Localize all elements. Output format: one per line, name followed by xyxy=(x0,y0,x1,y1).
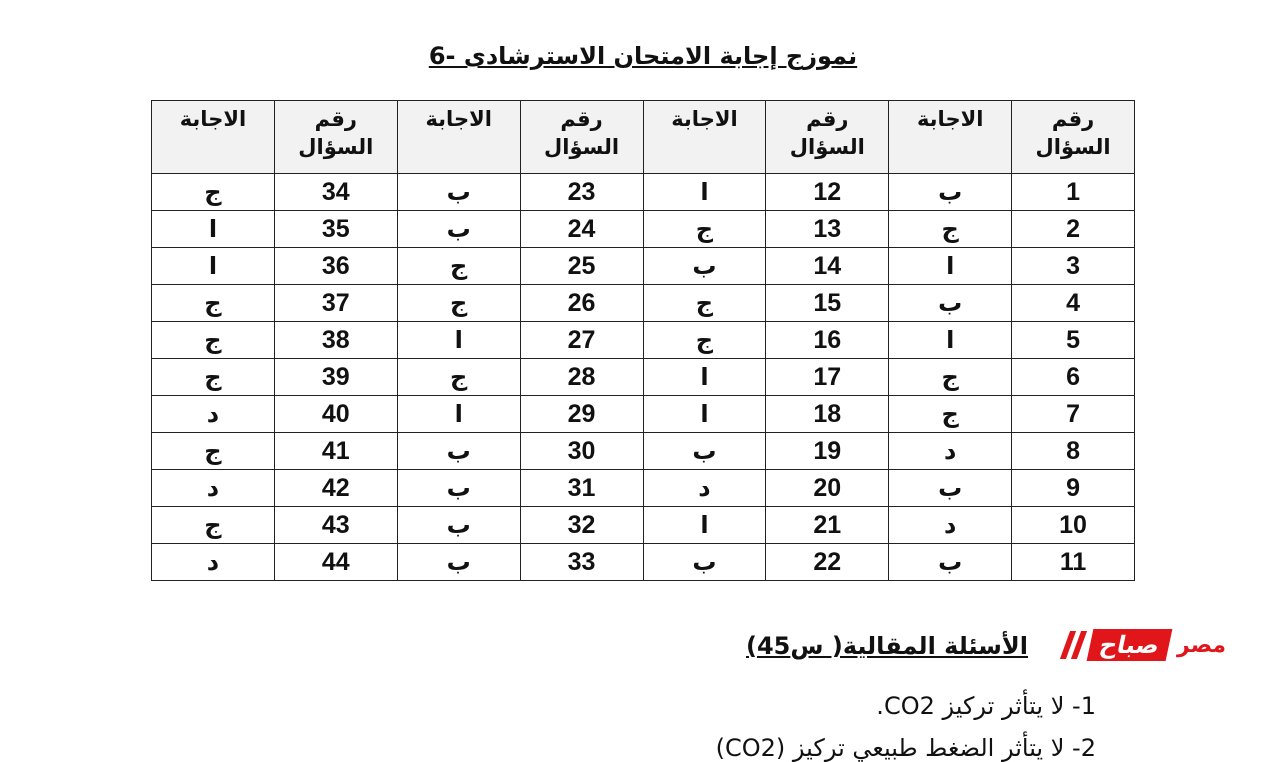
logo-bars-icon xyxy=(1065,631,1082,659)
essay-answer-2: 2- لا يتأثر الضغط طبيعي تركيز (CO2) xyxy=(715,734,1096,762)
answer-cell: ب xyxy=(397,507,520,544)
question-number-cell: 22 xyxy=(766,544,889,581)
answer-cell: ج xyxy=(152,174,275,211)
header-question-number: رقم السؤال xyxy=(274,101,397,174)
question-number-cell: 36 xyxy=(274,248,397,285)
question-number-cell: 10 xyxy=(1012,507,1135,544)
question-number-cell: 13 xyxy=(766,211,889,248)
question-number-cell: 21 xyxy=(766,507,889,544)
question-number-cell: 35 xyxy=(274,211,397,248)
table-row xyxy=(152,507,1135,544)
answer-cell: ج xyxy=(152,507,275,544)
header-question-number: رقم السؤال xyxy=(1012,101,1135,174)
brand-logo xyxy=(1028,622,1234,668)
question-number-cell: 14 xyxy=(766,248,889,285)
answer-cell: ب xyxy=(397,211,520,248)
question-number-cell: 6 xyxy=(1012,359,1135,396)
question-number-cell: 43 xyxy=(274,507,397,544)
question-number-cell: 42 xyxy=(274,470,397,507)
header-answer: الاجابة xyxy=(889,101,1012,174)
answer-table xyxy=(151,100,1135,581)
question-number-cell: 11 xyxy=(1012,544,1135,581)
answer-cell: ا xyxy=(889,322,1012,359)
answer-cell: ا xyxy=(889,248,1012,285)
essay-heading: الأسئلة المقالية( س45) xyxy=(746,632,1028,660)
table-row xyxy=(152,322,1135,359)
question-number-cell: 12 xyxy=(766,174,889,211)
question-number-cell: 30 xyxy=(520,433,643,470)
question-number-cell: 26 xyxy=(520,285,643,322)
answer-cell: ب xyxy=(889,470,1012,507)
answer-cell: ا xyxy=(643,507,766,544)
answer-cell: د xyxy=(889,507,1012,544)
answer-cell: ب xyxy=(397,544,520,581)
answer-cell: ا xyxy=(397,396,520,433)
essay-answer-1: 1- لا يتأثر تركيز CO2. xyxy=(876,692,1096,720)
answer-cell: ج xyxy=(152,359,275,396)
question-number-cell: 28 xyxy=(520,359,643,396)
answer-cell: ج xyxy=(889,211,1012,248)
table-header-row xyxy=(152,101,1135,174)
question-number-cell: 31 xyxy=(520,470,643,507)
answer-cell: د xyxy=(889,433,1012,470)
question-number-cell: 44 xyxy=(274,544,397,581)
answer-cell: ج xyxy=(643,211,766,248)
question-number-cell: 8 xyxy=(1012,433,1135,470)
answer-cell: ا xyxy=(643,174,766,211)
answer-cell: ج xyxy=(152,285,275,322)
question-number-cell: 37 xyxy=(274,285,397,322)
table-row xyxy=(152,359,1135,396)
question-number-cell: 5 xyxy=(1012,322,1135,359)
answer-cell: ب xyxy=(397,174,520,211)
header-answer: الاجابة xyxy=(152,101,275,174)
table-row xyxy=(152,211,1135,248)
logo-text-sabah: صباح xyxy=(1086,629,1172,661)
page-title xyxy=(0,42,1286,70)
question-number-cell: 32 xyxy=(520,507,643,544)
logo-text-masr: مصر xyxy=(1177,632,1226,658)
table-row xyxy=(152,433,1135,470)
answer-cell: ب xyxy=(889,285,1012,322)
header-answer: الاجابة xyxy=(397,101,520,174)
question-number-cell: 23 xyxy=(520,174,643,211)
question-number-cell: 17 xyxy=(766,359,889,396)
question-number-cell: 25 xyxy=(520,248,643,285)
question-number-cell: 9 xyxy=(1012,470,1135,507)
question-number-cell: 39 xyxy=(274,359,397,396)
answer-cell: د xyxy=(152,396,275,433)
question-number-cell: 7 xyxy=(1012,396,1135,433)
answer-cell: ب xyxy=(643,248,766,285)
question-number-cell: 33 xyxy=(520,544,643,581)
answer-cell: ج xyxy=(397,248,520,285)
question-number-cell: 38 xyxy=(274,322,397,359)
header-question-number: رقم السؤال xyxy=(766,101,889,174)
answer-cell: ب xyxy=(397,470,520,507)
table-row xyxy=(152,396,1135,433)
table-body xyxy=(152,174,1135,581)
table-row xyxy=(152,174,1135,211)
answer-cell: ج xyxy=(152,433,275,470)
question-number-cell: 16 xyxy=(766,322,889,359)
answer-cell: ب xyxy=(889,174,1012,211)
answer-cell: ا xyxy=(152,248,275,285)
answer-cell: د xyxy=(152,470,275,507)
answer-cell: ج xyxy=(397,359,520,396)
question-number-cell: 15 xyxy=(766,285,889,322)
answer-cell: ب xyxy=(643,544,766,581)
answer-cell: ا xyxy=(152,211,275,248)
table-row xyxy=(152,285,1135,322)
answer-cell: ب xyxy=(643,433,766,470)
question-number-cell: 1 xyxy=(1012,174,1135,211)
table-row xyxy=(152,470,1135,507)
answer-cell: ب xyxy=(397,433,520,470)
answer-cell: ج xyxy=(889,359,1012,396)
question-number-cell: 34 xyxy=(274,174,397,211)
answer-cell: ج xyxy=(643,285,766,322)
answer-cell: ب xyxy=(889,544,1012,581)
answer-cell: ج xyxy=(397,285,520,322)
question-number-cell: 40 xyxy=(274,396,397,433)
table-row xyxy=(152,544,1135,581)
header-question-number: رقم السؤال xyxy=(520,101,643,174)
answer-cell: ج xyxy=(889,396,1012,433)
table-row xyxy=(152,248,1135,285)
question-number-cell: 3 xyxy=(1012,248,1135,285)
question-number-cell: 41 xyxy=(274,433,397,470)
answer-cell: ج xyxy=(152,322,275,359)
question-number-cell: 19 xyxy=(766,433,889,470)
question-number-cell: 4 xyxy=(1012,285,1135,322)
answer-cell: ج xyxy=(643,322,766,359)
question-number-cell: 29 xyxy=(520,396,643,433)
header-answer: الاجابة xyxy=(643,101,766,174)
answer-cell: ا xyxy=(397,322,520,359)
question-number-cell: 27 xyxy=(520,322,643,359)
answer-cell: ا xyxy=(643,359,766,396)
question-number-cell: 20 xyxy=(766,470,889,507)
question-number-cell: 2 xyxy=(1012,211,1135,248)
answer-cell: ا xyxy=(643,396,766,433)
question-number-cell: 18 xyxy=(766,396,889,433)
question-number-cell: 24 xyxy=(520,211,643,248)
answer-cell: د xyxy=(152,544,275,581)
title-text: نموزج إجابة الامتحان الاسترشادى -6 xyxy=(428,42,858,70)
answer-cell: د xyxy=(643,470,766,507)
